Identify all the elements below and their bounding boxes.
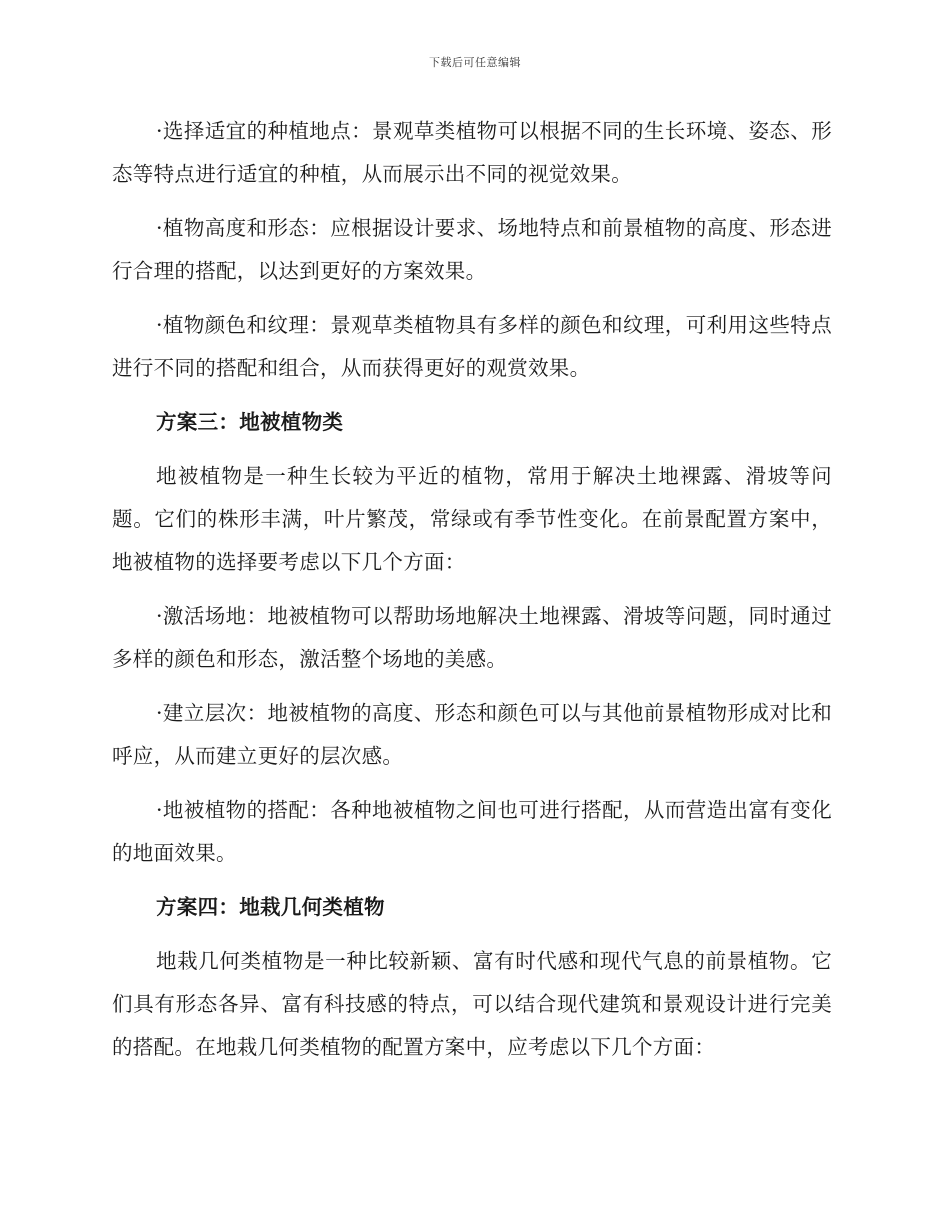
paragraph-ground-cover-intro: 地被植物是一种生长较为平近的植物，常用于解决土地裸露、滑坡等问题。它们的株形丰满，叶片繁茂，常绿或有季节性变化。在前景配置方案中，地被植物的选择要考虑以下几个方面：	[112, 464, 832, 574]
page-header: 下载后可任意编辑	[429, 56, 521, 69]
section-heading-plan-three: 方案三：地被植物类	[156, 410, 344, 434]
paragraph-geometric-plants-intro: 地栽几何类植物是一种比较新颖、富有时代感和现代气息的前景植物。它们具有形态各异、富有科技感的特点，可以结合现代建筑和景观设计进行完美的搭配。在地栽几何类植物的配置方案中，应考虑以下几个方面：	[112, 949, 832, 1059]
section-heading-plan-four: 方案四：地栽几何类植物	[156, 895, 385, 919]
bullet-paragraph-build-layers: ·建立层次：地被植物的高度、形态和颜色可以与其他前景植物形成对比和呼应，从而建立更好的层次感。	[112, 701, 832, 768]
bullet-paragraph-plant-height-form: ·植物高度和形态：应根据设计要求、场地特点和前景植物的高度、形态进行合理的搭配，以达到更好的方案效果。	[112, 216, 832, 283]
bullet-paragraph-activate-site: ·激活场地：地被植物可以帮助场地解决土地裸露、滑坡等问题，同时通过多样的颜色和形态，激活整个场地的美感。	[112, 604, 832, 671]
bullet-paragraph-planting-location: ·选择适宜的种植地点：景观草类植物可以根据不同的生长环境、姿态、形态等特点进行适宜的种植，从而展示出不同的视觉效果。	[112, 119, 832, 186]
bullet-paragraph-ground-cover-pairing: ·地被植物的搭配：各种地被植物之间也可进行搭配，从而营造出富有变化的地面效果。	[112, 798, 832, 865]
document-body	[112, 110, 832, 1080]
bullet-paragraph-plant-color-texture: ·植物颜色和纹理：景观草类植物具有多样的颜色和纹理，可利用这些特点进行不同的搭配和组合，从而获得更好的观赏效果。	[112, 313, 832, 380]
